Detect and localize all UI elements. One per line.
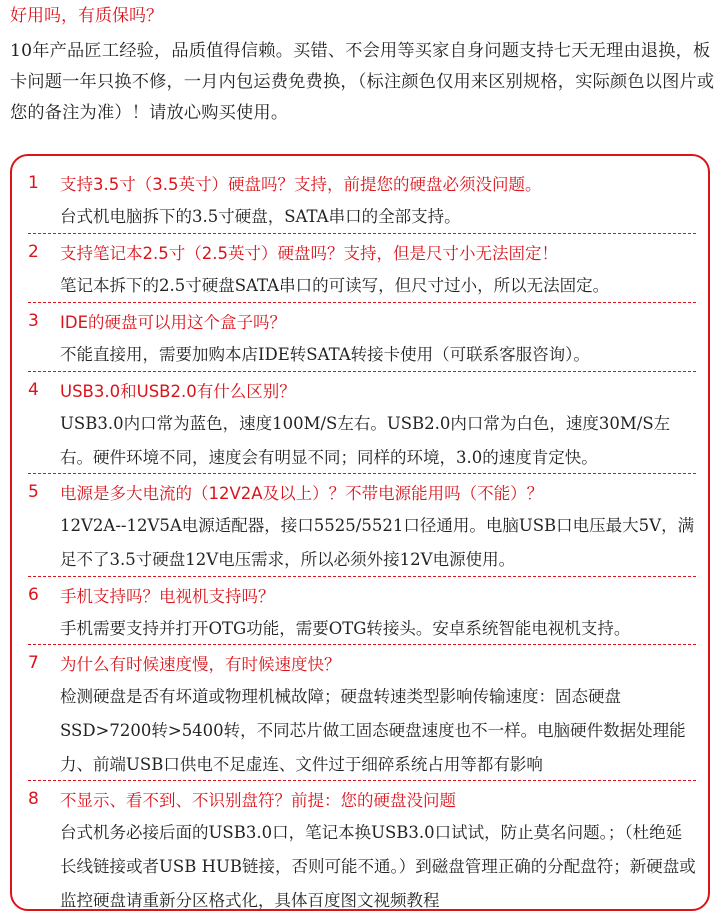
- faq-item-8: [28, 782, 696, 918]
- faq-answer: 笔记本拆下的2.5寸硬盘SATA串口的可读写，但尺寸过小，所以无法固定。: [60, 276, 610, 295]
- faq-question-text: 支持笔记本2.5寸（2.5英寸）硬盘吗？支持，但是尺寸小无法固定！: [60, 244, 558, 263]
- faq-number: 1: [28, 173, 39, 193]
- faq-question-text: 手机支持吗？电视机支持吗？: [60, 587, 275, 606]
- faq-question-text: 不显示、看不到、不识别盘符？前提：您的硬盘没问题: [60, 791, 456, 810]
- faq-divider: [28, 576, 696, 577]
- faq-question-text: IDE的硬盘可以用这个盒子吗？: [60, 313, 286, 332]
- faq-answer: 手机需要支持并打开OTG功能，需要OTG转接头。安卓系统智能电视机支持。: [60, 619, 631, 638]
- faq-divider: [28, 302, 696, 303]
- faq-question: [28, 304, 696, 338]
- faq-question: [28, 235, 696, 269]
- faq-item-6: [28, 578, 696, 646]
- faq-item-4: [28, 373, 696, 475]
- faq-question: [28, 578, 696, 612]
- faq-divider: [28, 473, 696, 474]
- faq-answer: USB3.0内口常为蓝色，速度100M/S左右。USB2.0内口常为白色，速度30M/S左右。硬件环境不同，速度会有明显不同；同样的环境，3.0的速度肯定快。: [60, 414, 671, 467]
- faq-box: [10, 154, 710, 911]
- faq-item-5: [28, 475, 696, 577]
- faq-number: 3: [28, 311, 39, 331]
- faq-question-text: 为什么有时候速度慢，有时候速度快？: [60, 655, 341, 674]
- faq-question-text: 支持3.5寸（3.5英寸）硬盘吗？支持，前提您的硬盘必须没问题。: [60, 175, 542, 194]
- faq-question-text: 电源是多大电流的（12V2A及以上）？不带电源能用吗（不能）？: [60, 484, 544, 503]
- faq-answer: 台式机电脑拆下的3.5寸硬盘，SATA串口的全部支持。: [60, 207, 461, 226]
- faq-item-3: [28, 304, 696, 372]
- faq-number: 5: [28, 482, 39, 502]
- faq-question: [28, 475, 696, 509]
- faq-answer: 12V2A--12V5A电源适配器，接口5525/5521口径通用。电脑USB口电压最大5V，满足不了3.5寸硬盘12V电压需求，所以必须外接12V电源使用。: [60, 516, 695, 569]
- faq-answer: 检测硬盘是否有坏道或物理机械故障；硬盘转速类型影响传输速度：固态硬盘SSD>7200转>5400转，不同芯片做工固态硬盘速度也不一样。电脑硬件数据处理能力、前端USB口供电不足虚连、文件过于细碎系统占用等都有影响: [60, 687, 686, 774]
- faq-divider: [28, 780, 696, 781]
- intro-paragraph: 10年产品匠工经验，品质值得信赖。买错、不会用等买家自身问题支持七天无理由退换，板卡问题一年只换不修，一月内包运费免费换，（标注颜色仅用来区别规格，实际颜色以图片或您的备注为准）！请放心购买使用。: [10, 41, 715, 123]
- faq-question: [28, 373, 696, 407]
- faq-question-text: USB3.0和USB2.0有什么区别？: [60, 382, 296, 401]
- faq-item-2: [28, 235, 696, 303]
- faq-number: 4: [28, 380, 39, 400]
- faq-number: 6: [28, 585, 39, 605]
- faq-answer: 台式机务必接后面的USB3.0口，笔记本换USB3.0口试试，防止莫名问题。；（杜绝延长线链接或者USB HUB链接，否则可能不通。）到磁盘管理正确的分配盘符；新硬盘或监控硬盘请重新分区格式化，具体百度图文视频教程: [60, 823, 696, 910]
- faq-item-1: [28, 166, 696, 234]
- page-title: 好用吗，有质保吗？: [10, 6, 163, 26]
- faq-question: [28, 782, 696, 816]
- faq-number: 2: [28, 242, 39, 262]
- header: [10, 0, 718, 129]
- faq-answer: 不能直接用，需要加购本店IDE转SATA转接卡使用（可联系客服咨询）。: [60, 345, 590, 364]
- faq-divider: [28, 233, 696, 234]
- faq-question: [28, 166, 696, 200]
- faq-item-7: [28, 646, 696, 782]
- faq-number: 8: [28, 789, 39, 809]
- faq-divider: [28, 371, 696, 372]
- faq-number: 7: [28, 653, 39, 673]
- faq-divider: [28, 644, 696, 645]
- faq-question: [28, 646, 696, 680]
